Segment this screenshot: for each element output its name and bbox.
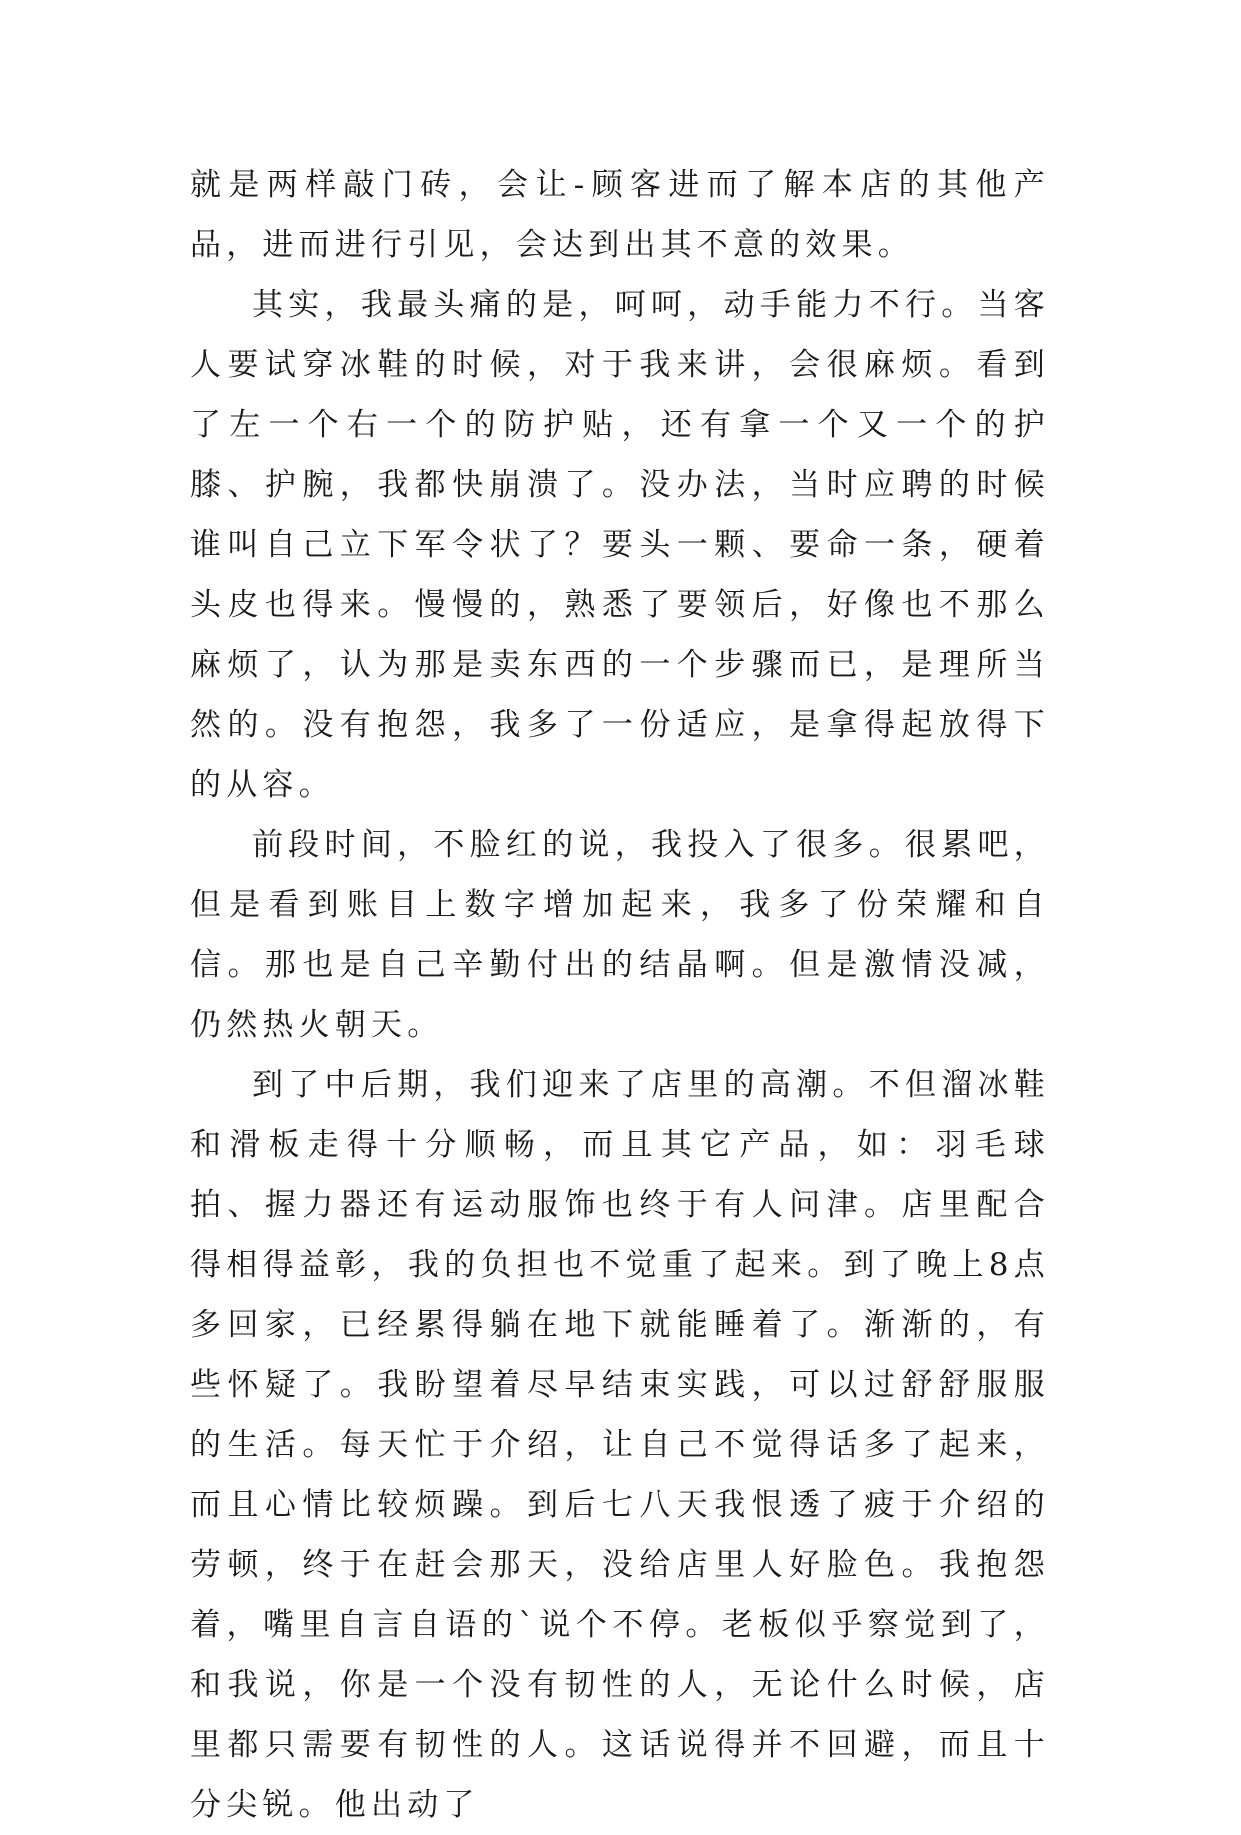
paragraph-later-period: 到了中后期，我们迎来了店里的高潮。不但溜冰鞋和滑板走得十分顺畅，而且其它产品，如：羽毛球拍、握力器还有运动服饰也终于有人问津。店里配合得相得益彰，我的负担也不觉重了起来。到了晚上8点多回家，已经累得躺在地下就能睡着了。渐渐的，有些怀疑了。我盼望着尽早结束实践，可以过舒舒服服的生活。每天忙于介绍，让自己不觉得话多了起来，而且心情比较烦躁。到后七八天我恨透了疲于介绍的劳顿，终于在赶会那天，没给店里人好脸色。我抱怨着，嘴里自言自语的`说个不停。老板似乎察觉到了，和我说，你是一个没有韧性的人，无论什么时候，店里都只需要有韧性的人。这话说得并不回避，而且十分尖锐。他出动了 [190,1067,1050,1823]
paragraph-operation-difficulty: 其实，我最头痛的是，呵呵，动手能力不行。当客人要试穿冰鞋的时候，对于我来讲，会很麻烦。看到了左一个右一个的防护贴，还有拿一个又一个的护膝、护腕，我都快崩溃了。没办法，当时应聘的时候谁叫自己立下军令状了？要头一颗、要命一条，硬着头皮也得来。慢慢的，熟悉了要领后，好像也不那么麻烦了，认为那是卖东西的一个步骤而已，是理所当然的。没有抱怨，我多了一份适应，是拿得起放得下的从容。 [190,287,1050,803]
paragraph-early-period: 前段时间，不脸红的说，我投入了很多。很累吧，但是看到账目上数字增加起来，我多了份荣耀和自信。那也是自己辛勤付出的结晶啊。但是激情没减，仍然热火朝天。 [190,827,1050,1043]
document-page [190,155,1050,1835]
paragraph-continuation: 就是两样敲门砖，会让-顾客进而了解本店的其他产品，进而进行引见，会达到出其不意的效果。 [190,167,1050,263]
